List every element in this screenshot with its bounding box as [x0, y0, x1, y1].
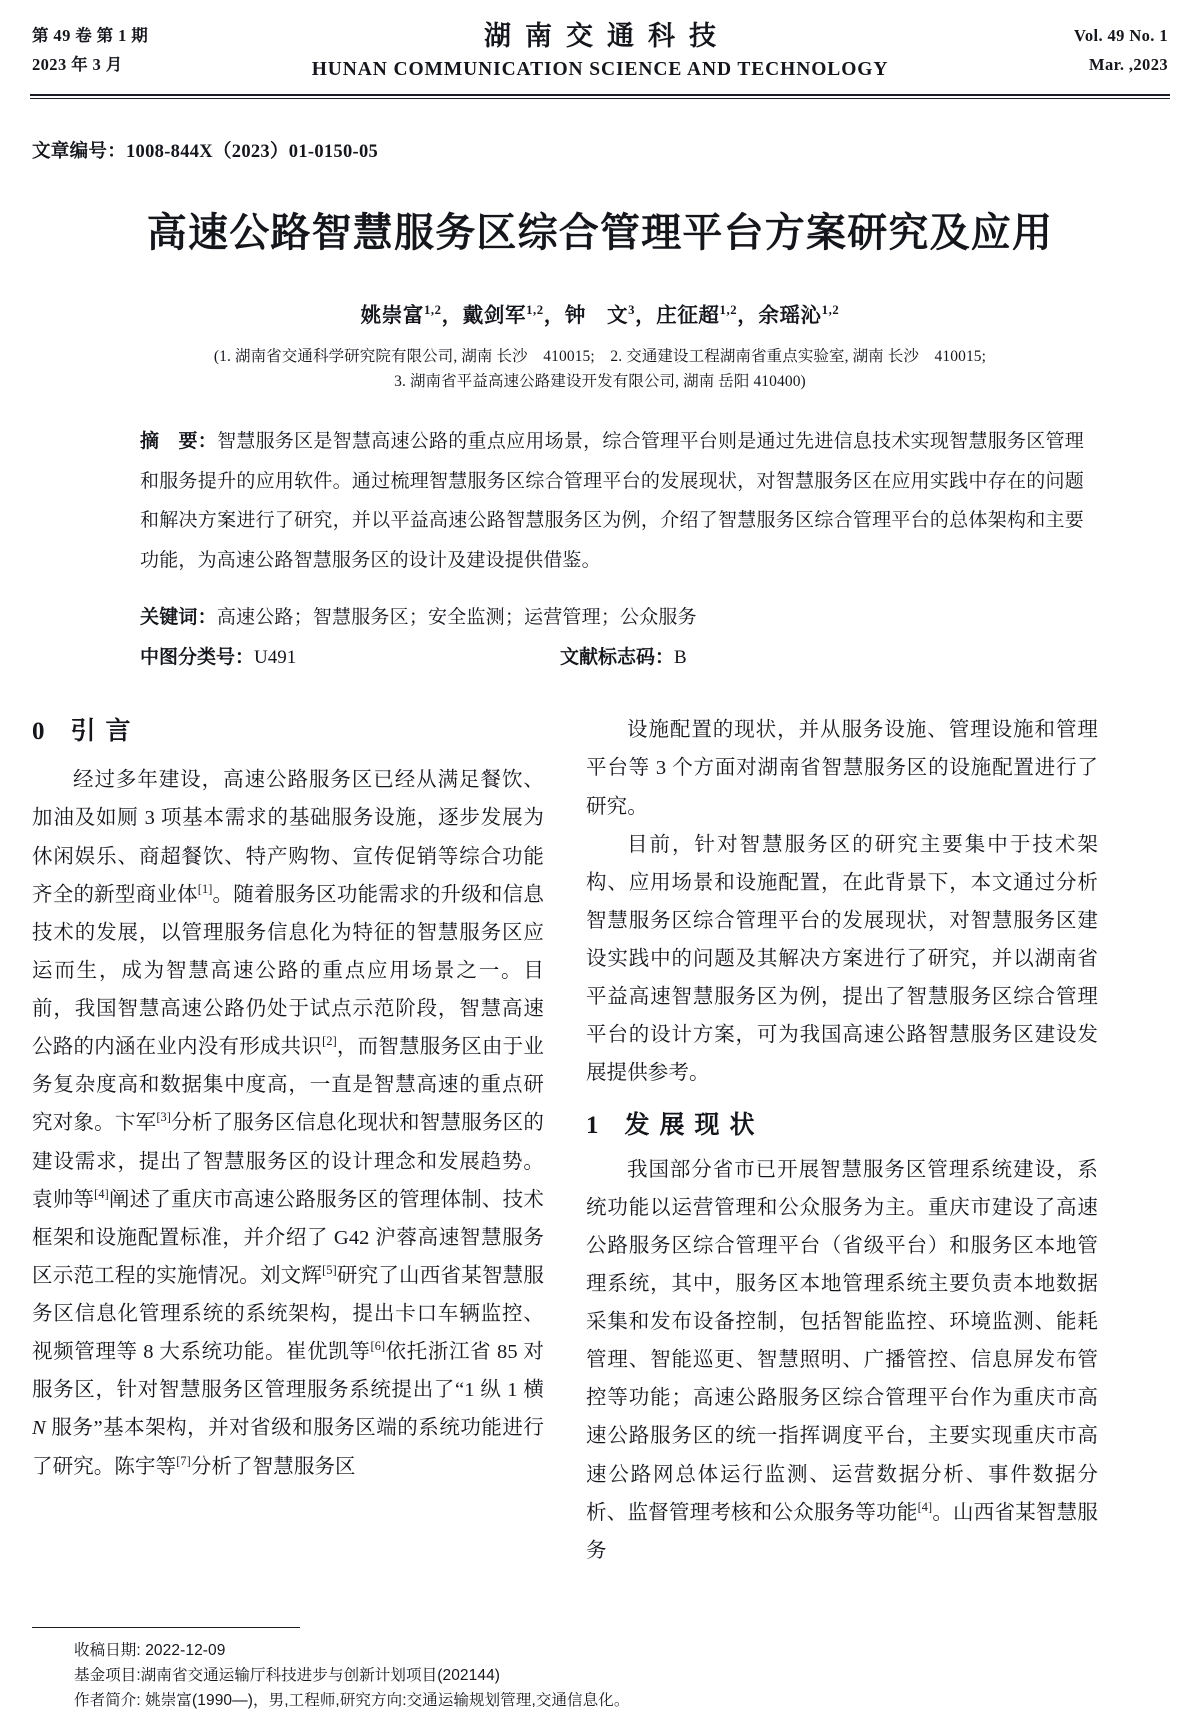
section-number: 1 [586, 1111, 599, 1139]
author-list: 姚崇富$^{1,2}$，戴剑军$^{1,2}$，钟 文$^3$，庄征超$^{1,2}$，余瑶沁$^{1,2}$ [360, 303, 840, 328]
footnote-divider [32, 1627, 300, 1628]
clc-label: 中图分类号： [140, 647, 255, 669]
section-title: 引言 [70, 718, 141, 746]
section-heading-1 [586, 1105, 1098, 1141]
page-masthead [28, 0, 1172, 85]
keywords-label: 关键词： [140, 607, 217, 629]
journal-title-cn: 湖南交通科技 [484, 21, 730, 51]
author-entry: 余瑶沁$^{1,2}$ [758, 303, 840, 328]
body-paragraph: 设施配置的现状，并从服务设施、管理设施和管理平台等 3 个方面对湖南省智慧服务区的设施配置进行了研究。 [586, 719, 1098, 818]
author-entry: 钟 文$^3$ [564, 303, 636, 328]
clc-number [140, 639, 560, 677]
footnote-list [74, 1638, 630, 1713]
author-affiliation-marker: 1,2 [719, 303, 738, 318]
volume-issue-cn: 第 49 卷 第 1 期 [32, 26, 149, 45]
author-affiliation-marker: 1,2 [526, 303, 544, 318]
document-code [560, 639, 1084, 677]
journal-title-en: HUNAN COMMUNICATION SCIENCE AND TECHNOLOGY [311, 58, 889, 80]
body-paragraph: 目前，针对智慧服务区的研究主要集中于技术架构、应用场景和设施配置，在此背景下，本文通过分析智慧服务区综合管理平台的发展现状，对智慧服务区建设实践中的问题及其解决方案进行了研究，并以湖南省平益高速智慧服务区为例，提出了智慧服务区综合管理平台的设计方案，可为我国高速公路智慧服务区建设发展提供参考。 [586, 833, 1098, 1085]
abstract-text: 智慧服务区是智慧高速公路的重点应用场景，综合管理平台则是通过先进信息技术实现智慧服务区管理和服务提升的应用软件。通过梳理智慧服务区综合管理平台的发展现状，对智慧服务区在应用实践中存在的问题和解决方案进行了研究，并以平益高速公路智慧服务区为例，介绍了智慧服务区综合管理平台的总体架构和主要功能，为高速公路智慧服务区的设计及建设提供借鉴。 [140, 431, 1084, 571]
author-entry: 姚崇富$^{1,2}$ [360, 303, 442, 328]
author-affiliation-marker: 1,2 [821, 303, 840, 318]
abstract-block [140, 422, 1084, 677]
author-affiliation-marker: 1,2 [423, 303, 442, 318]
keywords-value: 高速公路；智慧服务区；安全监测；运营管理；公众服务 [216, 607, 697, 629]
masthead-divider [30, 94, 1170, 100]
affiliation-line: (1. 湖南省交通科学研究院有限公司, 湖南 长沙 410015; 2. 交通建设工程湖南省重点实验室, 湖南 长沙 410015; [213, 348, 987, 366]
left-column [32, 711, 544, 1485]
doc-code-value: B [674, 647, 687, 669]
author-affiliation-marker: 3 [628, 303, 636, 318]
footnote-author-bio: 作者简介: 姚崇富(1990—)，男,工程师,研究方向:交通运输规划管理,交通信息化。 [74, 1691, 630, 1709]
footnote-received-date: 收稿日期: 2022-12-09 [74, 1641, 226, 1659]
date-cn: 2023 年 3 月 [32, 54, 123, 74]
author-entry: 庄征超$^{1,2}$ [656, 303, 738, 328]
abstract-label: 摘 要： [140, 431, 218, 453]
section-heading-0 [32, 711, 544, 747]
masthead-right [1018, 22, 1168, 80]
affiliation-line: 3. 湖南省平益高速公路建设开发有限公司, 湖南 岳阳 410400) [394, 373, 806, 391]
body-paragraph: 我国部分省市已开展智慧服务区管理系统建设，系统功能以运营管理和公众服务为主。重庆市建设了高速公路服务区综合管理平台（省级平台）和服务区本地管理系统，其中，服务区本地管理系统主要负责本地数据采集和发布设备控制，包括智能监控、环境监测、能耗管理、智能巡更、智慧照明、广播管控、信息屏发布管控等功能；高速公路服务区综合管理平台作为重庆市高速公路服务区的统一指挥调度平台，主要实现重庆市高速公路网总体运行监测、运营数据分析、事件数据分析、监督管理考核和公众服务等功能[4]。山西省某智慧服务 [586, 1158, 1098, 1562]
volume-issue-en: Vol. 49 No. 1 [1074, 26, 1168, 45]
date-en: Mar. ,2023 [1088, 54, 1168, 74]
masthead-center [182, 20, 1018, 81]
article-number: 文章编号：1008-844X（2023）01-0150-05 [32, 142, 379, 163]
right-column [586, 711, 1098, 1570]
clc-value: U491 [254, 647, 297, 669]
body-paragraph: 经过多年建设，高速公路服务区已经从满足餐饮、加油及如厕 3 项基本需求的基础服务设施，逐步发展为休闲娱乐、商超餐饮、特产购物、宣传促销等综合功能齐全的新型商业体[1]。随着服务区功能需求的升级和信息技术的发展，以管理服务信息化为特征的智慧服务区应运而生，成为智慧高速公路的重点应用场景之一。目前，我国智慧高速公路仍处于试点示范阶段，智慧高速公路的内涵在业内没有形成共识[2]，而智慧服务区由于业务复杂度高和数据集中度高，一直是智慧高速的重点研究对象。卞军[3]分析了服务区信息化现状和智慧服务区的建设需求，提出了智慧服务区的设计理念和发展趋势。袁帅等[4]阐述了重庆市高速公路服务区的管理体制、技术框架和设施配置标准，并介绍了 G42 沪蓉高速智慧服务区示范工程的实施情况。刘文辉[5]研究了山西省某智慧服务区信息化管理系统的系统架构，提出卡口车辆监控、视频管理等 8 大系统功能。崔优凯等[6]依托浙江省 85 对服务区，针对智慧服务区管理服务系统提出了“1 纵 1 横 N 服务”基本架构，并对省级和服务区端的系统功能进行了研究。陈宇等[7]分析了智慧服务区 [32, 769, 545, 1478]
footnote-funding: 基金项目:湖南省交通运输厅科技进步与创新计划项目(202144) [74, 1666, 501, 1684]
classification-row [140, 639, 1084, 677]
author-entry: 戴剑军$^{1,2}$ [462, 303, 544, 328]
masthead-left [32, 22, 182, 80]
doc-code-label: 文献标志码： [560, 647, 675, 669]
section-number: 0 [32, 718, 45, 746]
footnote-block [32, 1627, 630, 1713]
section-title: 发展现状 [624, 1111, 765, 1139]
affiliation-block [28, 344, 1172, 394]
page-title: 高速公路智慧服务区综合管理平台方案研究及应用 [146, 211, 1054, 256]
body-columns [32, 711, 1168, 1570]
keywords-line [140, 599, 1084, 637]
abstract-paragraph [140, 422, 1084, 580]
